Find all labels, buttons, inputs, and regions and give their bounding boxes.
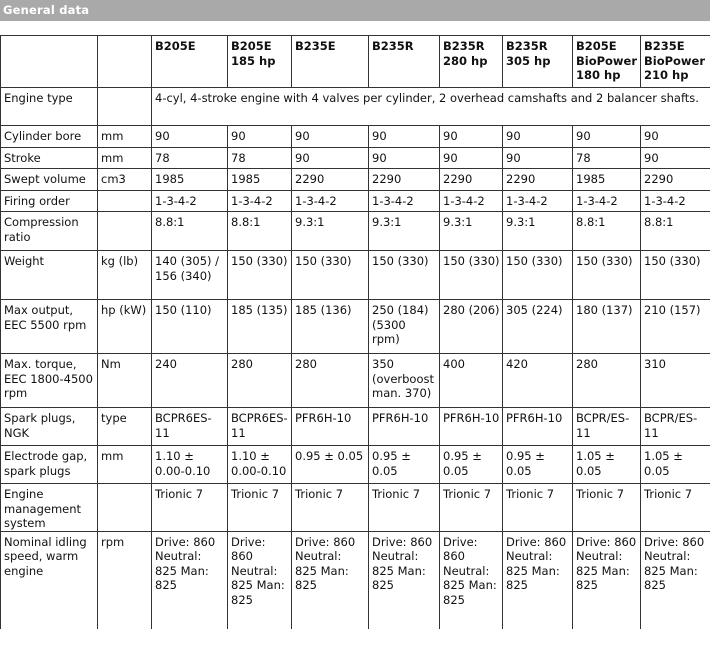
table-cell: Trionic 7 xyxy=(228,484,292,532)
table-header-row xyxy=(1,36,710,88)
table-cell: PFR6H-10 xyxy=(440,408,503,446)
header-unit-cell xyxy=(98,36,152,88)
row-unit xyxy=(98,212,152,251)
row-label: Engine type xyxy=(1,88,98,126)
row-label: Spark plugs, NGK xyxy=(1,408,98,446)
row-label: Electrode gap, spark plugs xyxy=(1,446,98,484)
table-cell: 1-3-4-2 xyxy=(152,191,228,212)
table-cell: 305 (224) xyxy=(503,300,573,354)
row-unit: mm xyxy=(98,148,152,169)
section-title: General data xyxy=(3,3,90,17)
table-cell: PFR6H-10 xyxy=(503,408,573,446)
table-cell: 1985 xyxy=(573,169,641,191)
table-cell: 150 (330) xyxy=(503,251,573,300)
table-cell: 9.3:1 xyxy=(440,212,503,251)
table-cell: 150 (110) xyxy=(152,300,228,354)
table-cell: Trionic 7 xyxy=(503,484,573,532)
row-unit xyxy=(98,88,152,126)
table-cell: Trionic 7 xyxy=(440,484,503,532)
table-cell: PFR6H-10 xyxy=(369,408,440,446)
table-cell: 1-3-4-2 xyxy=(573,191,641,212)
table-cell: 0.95 ± 0.05 xyxy=(503,446,573,484)
table-cell: Trionic 7 xyxy=(152,484,228,532)
table-cell: 78 xyxy=(573,148,641,169)
table-cell: PFR6H-10 xyxy=(292,408,369,446)
table-cell: 1-3-4-2 xyxy=(440,191,503,212)
table-cell: 2290 xyxy=(503,169,573,191)
table-cell: 180 (137) xyxy=(573,300,641,354)
table-cell: 250 (184) (5300 rpm) xyxy=(369,300,440,354)
table-cell: Drive: 860 Neutral: 825 Man: 825 xyxy=(440,531,503,629)
column-header: B205E xyxy=(152,36,228,88)
table-cell: 2290 xyxy=(292,169,369,191)
row-unit: Nm xyxy=(98,354,152,408)
row-unit: mm xyxy=(98,126,152,148)
table-row xyxy=(1,212,710,251)
table-cell: 2290 xyxy=(641,169,710,191)
table-cell: 1-3-4-2 xyxy=(641,191,710,212)
table-cell: 420 xyxy=(503,354,573,408)
table-row xyxy=(1,148,710,169)
table-cell: 9.3:1 xyxy=(503,212,573,251)
table-cell: 90 xyxy=(369,148,440,169)
table-cell: 1-3-4-2 xyxy=(228,191,292,212)
table-cell: 90 xyxy=(641,126,710,148)
row-label: Weight xyxy=(1,251,98,300)
row-unit: mm xyxy=(98,446,152,484)
table-cell: 150 (330) xyxy=(292,251,369,300)
table-row xyxy=(1,354,710,408)
table-cell: Drive: 860 Neutral: 825 Man: 825 xyxy=(641,531,710,629)
header-label-cell xyxy=(1,36,98,88)
table-row xyxy=(1,446,710,484)
table-row xyxy=(1,408,710,446)
row-unit: kg (lb) xyxy=(98,251,152,300)
row-unit: rpm xyxy=(98,531,152,629)
table-cell: 2290 xyxy=(369,169,440,191)
row-label: Engine management system xyxy=(1,484,98,532)
table-row xyxy=(1,484,710,532)
table-cell: Drive: 860 Neutral: 825 Man: 825 xyxy=(573,531,641,629)
table-cell: 400 xyxy=(440,354,503,408)
table-cell: 0.95 ± 0.05 xyxy=(440,446,503,484)
table-cell: 90 xyxy=(369,126,440,148)
column-header: B235R xyxy=(369,36,440,88)
table-cell: 210 (157) xyxy=(641,300,710,354)
table-cell: 150 (330) xyxy=(369,251,440,300)
table-cell: 9.3:1 xyxy=(292,212,369,251)
table-cell: 150 (330) xyxy=(440,251,503,300)
table-cell: BCPR/ES-11 xyxy=(641,408,710,446)
table-row xyxy=(1,126,710,148)
table-cell: 90 xyxy=(152,126,228,148)
row-label: Max output, EEC 5500 rpm xyxy=(1,300,98,354)
table-cell: 1.05 ± 0.05 xyxy=(573,446,641,484)
table-cell: 240 xyxy=(152,354,228,408)
table-cell: Drive: 860 Neutral: 825 Man: 825 xyxy=(152,531,228,629)
table-cell: 90 xyxy=(503,148,573,169)
table-cell: 140 (305) / 156 (340) xyxy=(152,251,228,300)
table-cell: Drive: 860 Neutral: 825 Man: 825 xyxy=(292,531,369,629)
table-cell: 150 (330) xyxy=(228,251,292,300)
table-cell: 150 (330) xyxy=(573,251,641,300)
engine-spec-table xyxy=(0,35,710,629)
table-cell: 280 (206) xyxy=(440,300,503,354)
merged-value-cell: 4-cyl, 4-stroke engine with 4 valves per cylinder, 2 overhead camshafts and 2 balancer shafts. xyxy=(152,88,710,126)
table-cell: 90 xyxy=(440,148,503,169)
table-cell: 90 xyxy=(292,126,369,148)
row-unit: type xyxy=(98,408,152,446)
column-header: B235R 305 hp xyxy=(503,36,573,88)
table-cell: 310 xyxy=(641,354,710,408)
table-row xyxy=(1,531,710,629)
table-cell: 1-3-4-2 xyxy=(292,191,369,212)
table-cell: Trionic 7 xyxy=(641,484,710,532)
table-cell: 90 xyxy=(228,126,292,148)
table-row xyxy=(1,300,710,354)
table-cell: 8.8:1 xyxy=(573,212,641,251)
table-cell: Trionic 7 xyxy=(573,484,641,532)
table-cell: 280 xyxy=(573,354,641,408)
row-label: Compression ratio xyxy=(1,212,98,251)
table-cell: 280 xyxy=(292,354,369,408)
table-row xyxy=(1,251,710,300)
table-cell: 185 (136) xyxy=(292,300,369,354)
row-label: Max. torque, EEC 1800-4500 rpm xyxy=(1,354,98,408)
column-header: B235E xyxy=(292,36,369,88)
table-cell: 0.95 ± 0.05 xyxy=(292,446,369,484)
column-header: B235R 280 hp xyxy=(440,36,503,88)
row-label: Swept volume xyxy=(1,169,98,191)
table-cell: Drive: 860 Neutral: 825 Man: 825 xyxy=(228,531,292,629)
table-cell: BCPR6ES-11 xyxy=(152,408,228,446)
table-cell: 1-3-4-2 xyxy=(369,191,440,212)
table-row xyxy=(1,88,710,126)
table-cell: 8.8:1 xyxy=(228,212,292,251)
table-cell: BCPR6ES-11 xyxy=(228,408,292,446)
table-cell: 0.95 ± 0.05 xyxy=(369,446,440,484)
table-cell: 280 xyxy=(228,354,292,408)
table-cell: 1985 xyxy=(152,169,228,191)
table-cell: 78 xyxy=(228,148,292,169)
table-cell: 8.8:1 xyxy=(641,212,710,251)
table-cell: 1-3-4-2 xyxy=(503,191,573,212)
table-cell: 8.8:1 xyxy=(152,212,228,251)
table-cell: 90 xyxy=(573,126,641,148)
table-body xyxy=(1,88,710,630)
table-cell: 1.10 ± 0.00-0.10 xyxy=(228,446,292,484)
table-cell: 2290 xyxy=(440,169,503,191)
table-cell: Drive: 860 Neutral: 825 Man: 825 xyxy=(369,531,440,629)
table-cell: 185 (135) xyxy=(228,300,292,354)
table-cell: 90 xyxy=(440,126,503,148)
row-label: Cylinder bore xyxy=(1,126,98,148)
table-cell: 350 (overboost man. 370) xyxy=(369,354,440,408)
column-header: B205E 185 hp xyxy=(228,36,292,88)
table-cell: 90 xyxy=(641,148,710,169)
table-cell: 150 (330) xyxy=(641,251,710,300)
table-row xyxy=(1,191,710,212)
row-unit: hp (kW) xyxy=(98,300,152,354)
table-row xyxy=(1,169,710,191)
table-cell: 9.3:1 xyxy=(369,212,440,251)
table-cell: Trionic 7 xyxy=(292,484,369,532)
table-cell: Drive: 860 Neutral: 825 Man: 825 xyxy=(503,531,573,629)
row-unit xyxy=(98,484,152,532)
table-cell: 78 xyxy=(152,148,228,169)
column-header: B205E BioPower 180 hp xyxy=(573,36,641,88)
table-cell: 1985 xyxy=(228,169,292,191)
table-cell: BCPR/ES-11 xyxy=(573,408,641,446)
table-cell: 90 xyxy=(503,126,573,148)
row-label: Nominal idling speed, warm engine xyxy=(1,531,98,629)
row-unit xyxy=(98,191,152,212)
table-cell: 1.05 ± 0.05 xyxy=(641,446,710,484)
row-label: Firing order xyxy=(1,191,98,212)
column-header: B235E BioPower 210 hp xyxy=(641,36,710,88)
table-cell: 1.10 ± 0.00-0.10 xyxy=(152,446,228,484)
table-cell: Trionic 7 xyxy=(369,484,440,532)
row-unit: cm3 xyxy=(98,169,152,191)
row-label: Stroke xyxy=(1,148,98,169)
table-cell: 90 xyxy=(292,148,369,169)
section-header-bar xyxy=(0,0,710,21)
